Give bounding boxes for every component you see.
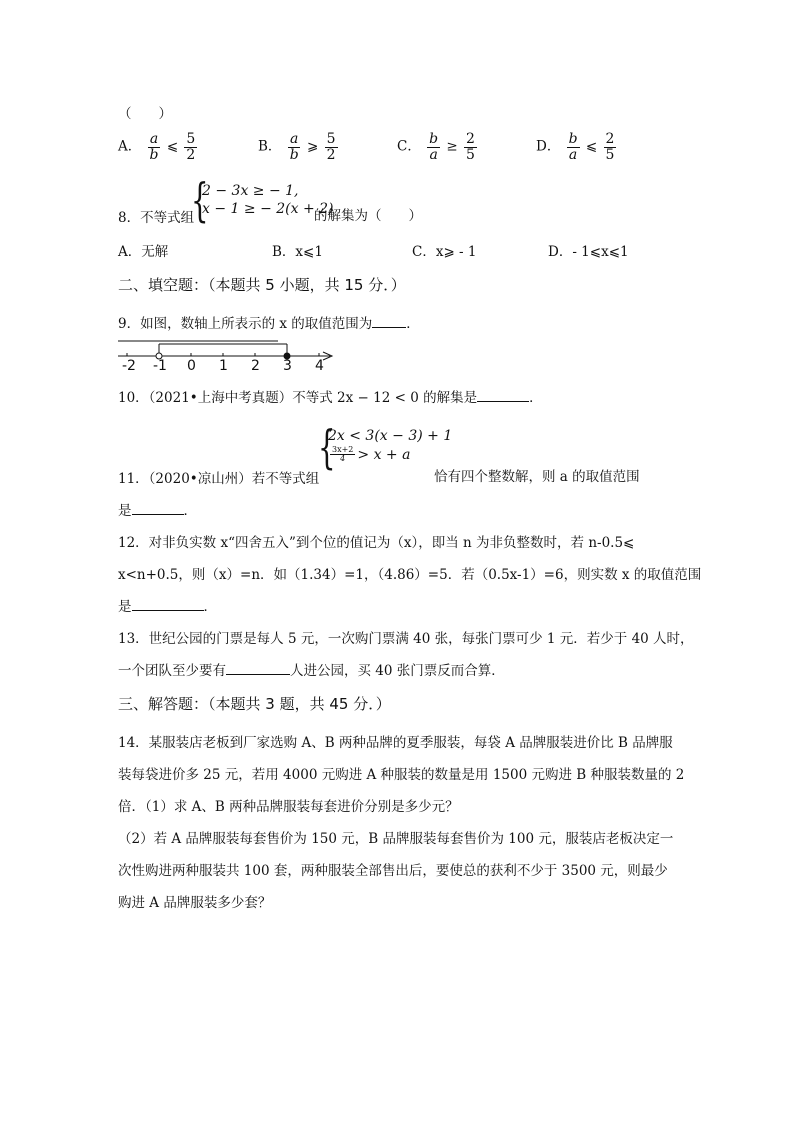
q10-question: 10．（2021•上海中考真题）不等式 2x − 12 < 0 的解集是 [118,390,478,406]
denominator: b [289,146,299,163]
tick-label-neg2: -2 [122,358,136,374]
numerator: 5 [326,131,336,147]
q8-label: 8．不等式组 [118,210,195,226]
tick-label-0: 0 [187,358,196,374]
relation: ≥ [446,138,458,155]
denominator: a [568,146,578,163]
relation: ⩽ [166,138,179,155]
relation: ⩽ [585,138,598,155]
q7-option-d [536,132,618,162]
q8-system-line-1: 2 − 3x ≥ − 1, [202,183,299,199]
q14-line-5: 次性购进两种服装共 100 套，两种服装全部售出后，要使总的获利不少于 3500 元，则最少 [118,863,668,879]
q8-option-c: C．x⩾ - 1 [412,244,477,260]
denominator: 2 [326,146,336,163]
answer-blank[interactable] [226,662,290,675]
q7-paren: （ ） [118,106,172,122]
q14-line-3: 倍．（1）求 A、B 两种品牌服装每套进价分别是多少元？ [118,799,459,815]
q8-brace: { [191,173,209,227]
numerator: 5 [186,131,196,147]
fraction [148,132,161,162]
q12-line-2: x<n+0.5，则（x）=n．如（1.34）=1，（4.86）=5．若（0.5x-1）=6，则实数 x 的取值范围 [118,567,702,583]
q9-end: ． [406,316,420,332]
numerator: 2 [466,131,475,147]
fraction [325,132,338,162]
numerator: a [290,131,299,147]
q8-option-d: D．- 1⩽x⩽1 [548,244,629,260]
fraction [330,446,355,464]
fraction [427,132,440,162]
answer-blank[interactable] [132,502,184,515]
q12-line-1: 12．对非负实数 x“四舍五入”到个位的值记为（x），即当 n 为非负整数时，若 n-0.5⩽ [118,535,635,551]
denominator: 2 [186,146,196,163]
numerator: 3x+2 [332,445,354,454]
option-letter: B． [258,138,282,155]
q9-question: 9．如图，数轴上所表示的 x 的取值范围为 [118,316,373,332]
tick-label-neg1: -1 [153,358,167,374]
tick-label-1: 1 [219,358,228,374]
q8-option-b: B．x⩽1 [272,244,323,260]
q13-line-1: 13．世纪公园的门票是每人 5 元，一次购门票满 40 张，每张门票可少 1 元．若少于 40 人时， [118,631,694,647]
denominator: b [149,146,159,163]
q11-line-3 [118,499,197,519]
q14-line-1: 14．某服装店老板到厂家选购 A、B 两种品牌的夏季服装，每袋 A 品牌服装进价比 B 品牌服 [118,735,673,751]
q14-line-6: 购进 A 品牌服装多少套？ [118,895,272,911]
section-3-heading: 三、解答题：（本题共 3 题，共 45 分．） [118,695,391,713]
fraction [567,132,580,162]
tick-label-3: 3 [283,358,292,374]
inequality-rest: > x + a [357,446,411,463]
q14-line-4: （2）若 A 品牌服装每套售价为 150 元，B 品牌服装每套售价为 100 元，服装店老板决定一 [118,831,674,847]
q8-system-line-2: x − 1 ≥ − 2(x + 2) [202,201,334,217]
denominator: 5 [466,146,475,163]
answer-blank[interactable] [477,389,529,402]
q11-tail: 恰有四个整数解，则 a 的取值范围 [434,469,640,485]
denominator: a [429,146,438,163]
section-2-heading: 二、填空题：（本题共 5 小题，共 15 分．） [118,276,406,294]
fraction [288,132,301,162]
q12-line-3 [118,595,217,615]
option-letter: A． [118,138,142,155]
q8-tail: 的解集为（ ） [314,208,422,224]
relation: ⩾ [306,138,319,155]
fraction [604,132,617,162]
q13-line2-post: 人进公园，买 40 张门票反而合算． [290,663,505,679]
q7-option-b [258,132,340,162]
q11-label: 11．（2020•凉山州）若不等式组 [118,471,320,487]
q8-option-a: A．无解 [118,244,169,260]
q10-end: ． [529,390,543,406]
option-letter: C． [397,138,421,155]
q11-system-line-2 [328,446,410,464]
tick-label-4: 4 [315,358,324,374]
fraction [464,132,477,162]
tick-label-2: 2 [251,358,260,374]
numerator: b [429,131,439,147]
q14-line-2: 装每袋进价多 25 元，若用 4000 元购进 A 种服装的数量是用 1500 元购进 B 种服装数量的 2 [118,767,685,783]
q11-line3-pre: 是 [118,503,132,519]
denominator: 5 [605,146,615,163]
option-letter: D． [536,138,561,155]
q13-line2-pre: 一个团队至少要有 [118,663,226,679]
q7-option-c [397,132,479,162]
denominator: 4 [340,454,346,464]
fraction [184,132,197,162]
q12-line3-pre: 是 [118,599,132,615]
q13-line-2 [118,659,505,679]
numerator: a [149,131,159,147]
answer-blank[interactable] [372,315,406,328]
q11-system-line-1: 2x < 3(x − 3) + 1 [328,428,453,444]
q7-option-a [118,132,199,162]
q11-brace: { [318,420,336,474]
numerator: b [568,131,578,147]
answer-blank[interactable] [132,598,204,611]
q11-line3-end: ． [183,503,197,519]
numerator: 2 [605,131,615,147]
q12-line3-end: ． [203,599,217,615]
q9-text [118,312,420,332]
q10-text [118,386,543,406]
